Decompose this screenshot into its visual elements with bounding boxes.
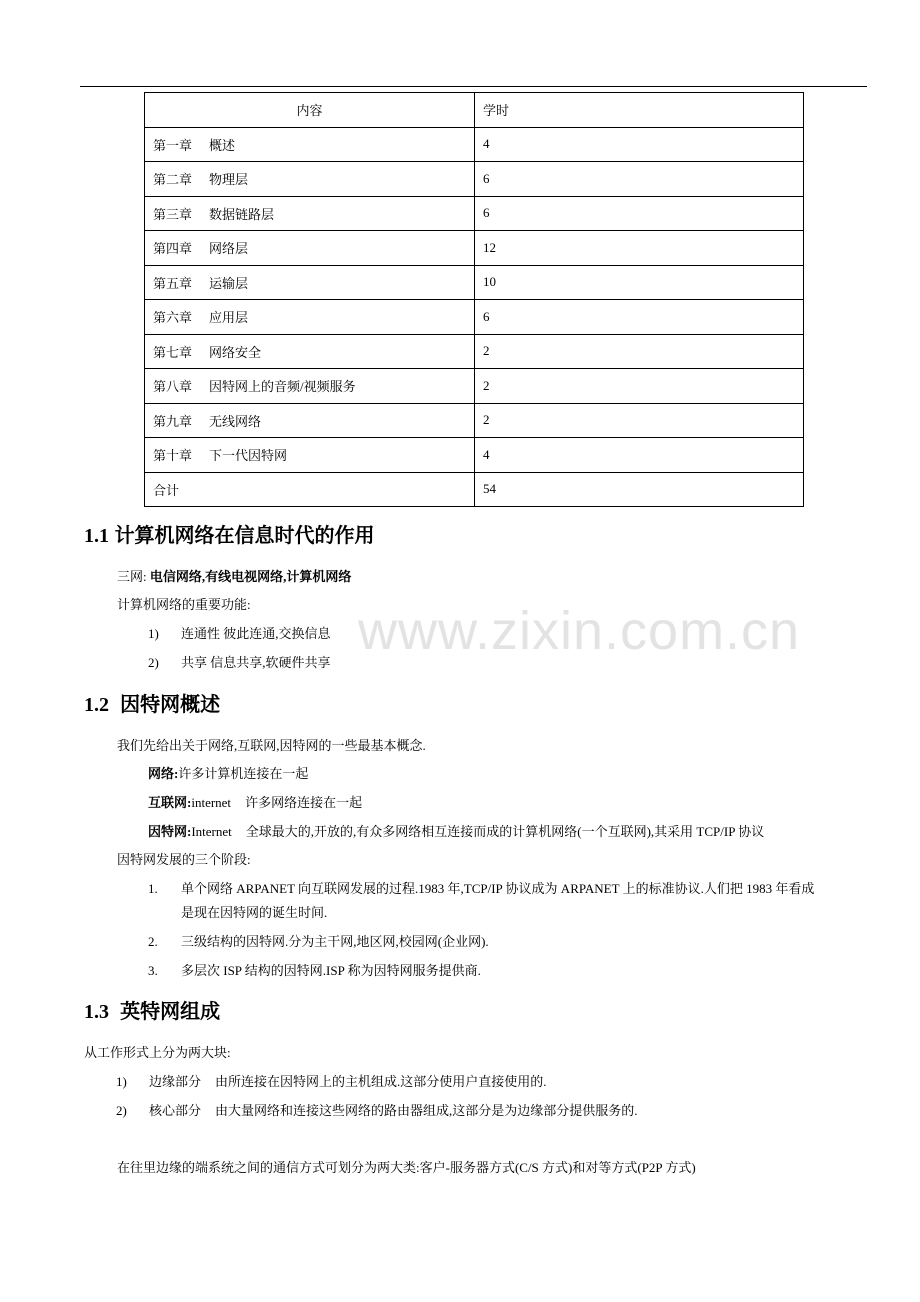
chapter-number: 第三章 — [153, 206, 193, 222]
item-desc: 由大量网络和连接这些网络的路由器组成,这部分是为边缘部分提供服务的. — [215, 1103, 638, 1118]
section-heading-1-1 — [84, 524, 375, 548]
stages-intro: 因特网发展的三个阶段: — [117, 852, 251, 867]
table-row — [145, 265, 804, 300]
table-row — [145, 162, 804, 197]
chapter-number: 第九章 — [153, 413, 193, 429]
chapter-hours: 4 — [475, 438, 804, 473]
chapter-title: 下一代因特网 — [209, 448, 288, 464]
stage-text: 三级结构的因特网.分为主干网,地区网,校园网(企业网). — [181, 934, 489, 949]
definition-desc: 许多网络连接在一起 — [245, 795, 363, 810]
section-heading-1-2 — [84, 693, 220, 717]
stage-continuation: 是现在因特网的诞生时间. — [181, 905, 328, 920]
list-marker: 1) — [148, 626, 159, 641]
list-item — [148, 962, 481, 980]
item-term: 边缘部分 — [149, 1074, 202, 1089]
chapter-title: 因特网上的音频/视频服务 — [209, 379, 356, 395]
definition-internet-upper — [148, 823, 764, 841]
table-row — [145, 334, 804, 369]
item-desc: 信息共享,软硬件共享 — [210, 655, 331, 670]
list-marker: 2. — [148, 934, 158, 949]
definition-en: internet — [191, 795, 232, 810]
table-row — [145, 403, 804, 438]
chapter-number: 第七章 — [153, 344, 193, 360]
composition-intro: 从工作形式上分为两大块: — [84, 1045, 231, 1060]
chapter-hours: 2 — [475, 369, 804, 404]
chapter-number: 第五章 — [153, 275, 193, 291]
total-label: 合计 — [145, 472, 475, 507]
communication-modes: 在往里边缘的端系统之间的通信方式可划分为两大类:客户-服务器方式(C/S 方式)和对等方式(P2P 方式) — [117, 1160, 696, 1175]
item-term: 连通性 — [181, 626, 221, 641]
table-row — [145, 231, 804, 266]
total-hours: 54 — [475, 472, 804, 507]
chapter-title: 应用层 — [209, 310, 249, 326]
section-number: 1.3 — [84, 1001, 109, 1023]
chapter-hours: 2 — [475, 403, 804, 438]
definition-desc: 全球最大的,开放的,有众多网络相互连接而成的计算机网络(一个互联网),其采用 TCP/IP 协议 — [245, 824, 765, 839]
stage-text: 多层次 ISP 结构的因特网.ISP 称为因特网服务提供商. — [181, 963, 481, 978]
chapter-title: 数据链路层 — [209, 206, 275, 222]
functions-intro: 计算机网络的重要功能: — [117, 597, 251, 612]
definition-term: 因特网: — [148, 824, 192, 839]
table-row — [145, 196, 804, 231]
chapter-title: 概述 — [209, 137, 236, 153]
chapter-title: 物理层 — [209, 172, 249, 188]
definition-term: 互联网: — [148, 795, 192, 810]
list-item — [148, 654, 331, 672]
chapter-hours: 12 — [475, 231, 804, 266]
item-desc: 彼此连通,交换信息 — [223, 626, 331, 641]
chapter-hours: 6 — [475, 196, 804, 231]
stage-text: 单个网络 ARPANET 向互联网发展的过程.1983 年,TCP/IP 协议成为 ARPANET 上的标准协议.人们把 1983 年看成 — [181, 881, 815, 896]
definition-term: 网络: — [148, 766, 179, 781]
list-item — [148, 625, 331, 643]
chapter-number: 第一章 — [153, 137, 193, 153]
list-item — [148, 880, 814, 898]
item-desc: 由所连接在因特网上的主机组成.这部分使用户直接使用的. — [215, 1074, 547, 1089]
list-marker: 3. — [148, 963, 158, 978]
header-hours: 学时 — [475, 93, 804, 128]
section-number: 1.1 — [84, 525, 109, 547]
chapter-hours: 10 — [475, 265, 804, 300]
three-nets-label: 三网: — [117, 569, 147, 584]
chapter-hours: 6 — [475, 162, 804, 197]
header-content: 内容 — [145, 93, 475, 128]
list-marker: 2) — [148, 655, 159, 670]
item-term: 共享 — [181, 655, 208, 670]
definition-internet-lower — [148, 794, 362, 812]
table-row — [145, 127, 804, 162]
chapter-hours: 4 — [475, 127, 804, 162]
chapter-title: 运输层 — [209, 275, 249, 291]
three-nets-value: 电信网络,有线电视网络,计算机网络 — [149, 569, 352, 584]
list-item — [116, 1102, 638, 1120]
definition-network — [148, 765, 308, 783]
definition-desc: 许多计算机连接在一起 — [178, 766, 309, 781]
list-item — [148, 933, 489, 951]
list-marker: 1. — [148, 881, 158, 896]
chapter-title: 网络安全 — [209, 344, 262, 360]
three-nets-line — [117, 568, 351, 586]
table-header-row — [145, 93, 804, 128]
header-rule — [80, 86, 867, 87]
table-total-row — [145, 472, 804, 507]
item-term: 核心部分 — [149, 1103, 202, 1118]
section-title: 计算机网络在信息时代的作用 — [114, 525, 375, 547]
section-title: 因特网概述 — [120, 694, 221, 716]
chapter-hours: 6 — [475, 300, 804, 335]
chapter-number: 第四章 — [153, 241, 193, 257]
list-marker: 2) — [116, 1103, 127, 1118]
concepts-intro: 我们先给出关于网络,互联网,因特网的一些最基本概念. — [117, 738, 426, 753]
table-row — [145, 300, 804, 335]
chapter-title: 无线网络 — [209, 413, 262, 429]
table-row — [145, 438, 804, 473]
watermark: www.zixin.com.cn — [358, 601, 801, 661]
chapter-number: 第六章 — [153, 310, 193, 326]
chapter-number: 第二章 — [153, 172, 193, 188]
chapter-title: 网络层 — [209, 241, 249, 257]
course-hours-table — [144, 92, 804, 507]
chapter-number: 第八章 — [153, 379, 193, 395]
table-row — [145, 369, 804, 404]
section-number: 1.2 — [84, 694, 109, 716]
list-item — [116, 1073, 547, 1091]
section-title: 英特网组成 — [120, 1001, 221, 1023]
definition-en: Internet — [191, 824, 232, 839]
list-marker: 1) — [116, 1074, 127, 1089]
chapter-number: 第十章 — [153, 448, 193, 464]
section-heading-1-3 — [84, 1000, 220, 1024]
chapter-hours: 2 — [475, 334, 804, 369]
